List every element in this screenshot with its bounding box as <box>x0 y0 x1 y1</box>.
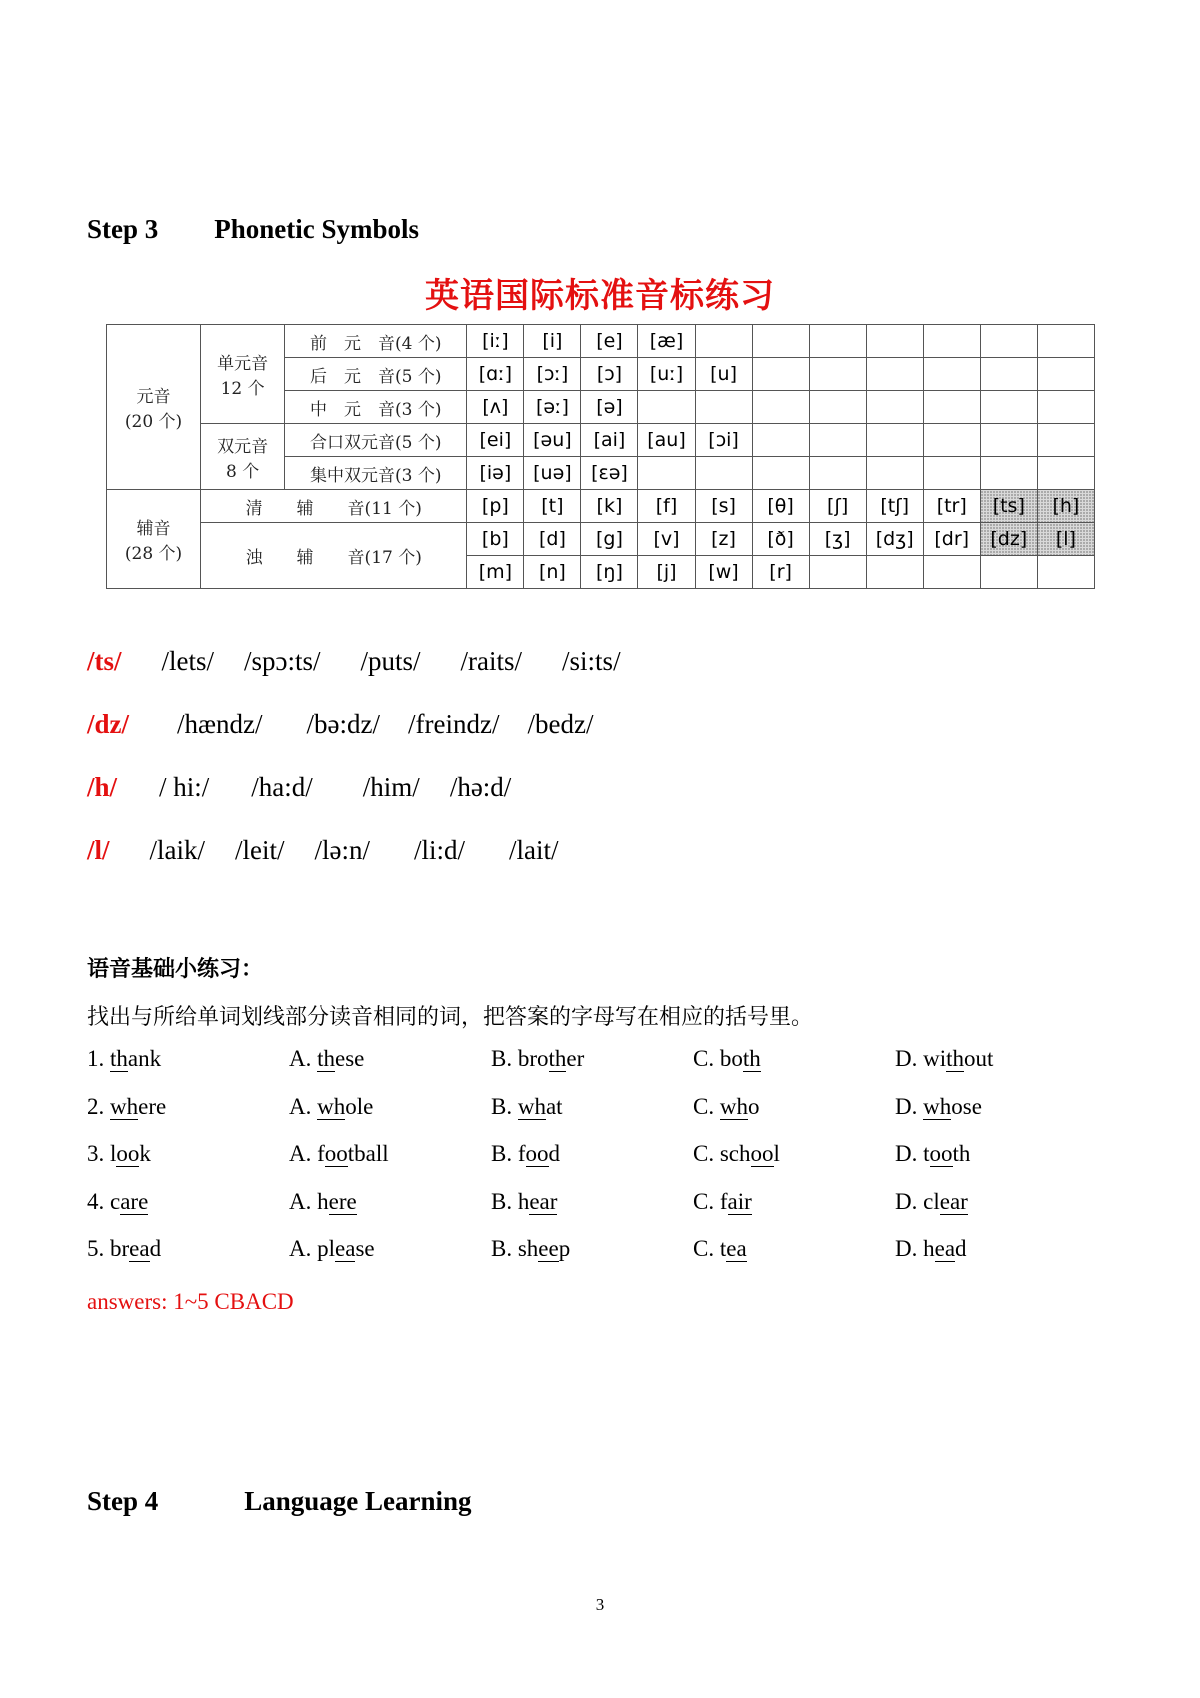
underlined-letters: are <box>120 1189 149 1214</box>
option-choice <box>491 1046 584 1072</box>
practice-word: /hə:d/ <box>449 772 512 802</box>
option-letter: D. <box>895 1236 918 1261</box>
phonetic-row <box>107 325 1095 358</box>
word-part: pl <box>317 1236 336 1261</box>
word-part: d <box>149 1236 162 1261</box>
symbol-cell: [h] <box>1037 490 1094 523</box>
word-part: ose <box>951 1094 982 1119</box>
step4-title: Language Learning <box>244 1486 472 1516</box>
page-number: 3 <box>595 1595 605 1614</box>
symbol-cell <box>809 358 866 391</box>
symbol-cell: [ai] <box>581 424 638 457</box>
symbol-cell: [æ] <box>638 325 695 358</box>
practice-word: /leit/ <box>235 835 285 865</box>
answers-line: answers: 1~5 CBACD <box>87 1289 294 1314</box>
symbol-cell <box>923 325 980 358</box>
symbol-cell: [ə] <box>581 391 638 424</box>
practice-sound-label: /l/ <box>87 835 110 865</box>
option-letter: B. <box>491 1189 513 1214</box>
vowel-count: (20 个) <box>124 412 183 432</box>
option-letter: D. <box>895 1094 918 1119</box>
symbol-cell <box>1037 457 1094 490</box>
word-part: l <box>773 1141 780 1166</box>
diph-count: 8 个 <box>226 461 260 482</box>
subcategory-cell: 集中双元音(3 个) <box>285 457 467 490</box>
practice-word: /ha:d/ <box>251 772 313 802</box>
symbol-cell <box>866 325 923 358</box>
symbol-cell <box>923 556 980 589</box>
symbol-cell: [ɔː] <box>524 358 581 391</box>
word-part: er <box>566 1046 585 1071</box>
word-part: t <box>719 1236 727 1261</box>
symbol-cell <box>809 556 866 589</box>
word-part: l <box>110 1141 117 1166</box>
symbol-cell <box>752 325 809 358</box>
symbol-cell: [k] <box>581 490 638 523</box>
underlined-letters: th <box>742 1046 761 1071</box>
word-part: d <box>548 1141 561 1166</box>
symbol-cell: [ʌ] <box>467 391 524 424</box>
underlined-letters: air <box>727 1189 752 1214</box>
symbol-cell: [n] <box>524 556 581 589</box>
symbol-cell: [dr] <box>923 523 980 556</box>
table-title: 英语国际标准音标练习 <box>425 276 775 316</box>
practice-word: /puts/ <box>360 646 421 676</box>
option-letter: D. <box>895 1141 918 1166</box>
word-part: f <box>317 1141 325 1166</box>
symbol-cell: [ei] <box>467 424 524 457</box>
option-choice <box>491 1141 560 1167</box>
word-part: d <box>955 1236 967 1261</box>
underlined-letters: ea <box>335 1236 356 1261</box>
practice-word: /laik/ <box>149 835 206 865</box>
symbol-cell <box>1037 391 1094 424</box>
option-choice <box>693 1094 759 1120</box>
practice-word: /bedz/ <box>527 709 594 739</box>
option-letter: A. <box>289 1094 312 1119</box>
question-word <box>87 1189 148 1215</box>
underlined-letters: ear <box>939 1189 968 1214</box>
word-part: at <box>545 1094 563 1119</box>
cons-category: 辅音 <box>136 519 171 539</box>
practice-line <box>87 709 593 740</box>
question-number: 2. <box>87 1094 105 1119</box>
practice-word: /him/ <box>362 772 420 802</box>
symbol-cell: [ŋ] <box>581 556 638 589</box>
underlined-letters: oo <box>116 1141 140 1166</box>
underlined-letters: ea <box>726 1236 747 1261</box>
symbol-cell: [g] <box>581 523 638 556</box>
option-letter: A. <box>289 1189 312 1214</box>
symbol-cell <box>695 391 752 424</box>
option-choice <box>491 1094 563 1120</box>
option-choice <box>491 1189 557 1215</box>
symbol-cell: [m] <box>467 556 524 589</box>
underlined-letters: th <box>548 1046 567 1071</box>
symbol-cell: [tr] <box>923 490 980 523</box>
step4-label: Step 4 <box>87 1486 159 1516</box>
underlined-letters: oo <box>525 1141 549 1166</box>
option-letter: C. <box>693 1094 715 1119</box>
option-choice <box>693 1141 780 1167</box>
symbol-cell: [u] <box>695 358 752 391</box>
symbol-cell: [əu] <box>524 424 581 457</box>
vowel-category: 元音 <box>136 387 171 407</box>
word-part: bro <box>517 1046 549 1071</box>
practice-word: / hi:/ <box>159 772 210 802</box>
practice-line <box>87 646 621 677</box>
underlined-letters: wh <box>110 1094 139 1119</box>
symbol-cell: [ʃ] <box>809 490 866 523</box>
practice-word: /hændz/ <box>177 709 263 739</box>
phonetic-row <box>107 523 1095 556</box>
symbol-cell: [əː] <box>524 391 581 424</box>
symbol-cell: [θ] <box>752 490 809 523</box>
symbol-cell <box>866 391 923 424</box>
symbol-cell: [dʒ] <box>866 523 923 556</box>
symbol-cell: [dz] <box>980 523 1037 556</box>
question-number: 3. <box>87 1141 105 1166</box>
practice-word: /bə:dz/ <box>306 709 380 739</box>
mono-group-cell <box>201 325 285 424</box>
symbol-cell <box>866 457 923 490</box>
symbol-cell: [t] <box>524 490 581 523</box>
symbol-cell: [uə] <box>524 457 581 490</box>
underlined-letters: ear <box>529 1189 558 1214</box>
cons-count: (28 个) <box>124 544 183 564</box>
symbol-cell: [f] <box>638 490 695 523</box>
vowel-group-cell <box>107 325 201 490</box>
subcategory-cell: 后 元 音(5 个) <box>285 358 467 391</box>
subcategory-cell: 清 辅 音(11 个) <box>201 490 467 523</box>
symbol-cell <box>866 358 923 391</box>
option-choice <box>491 1236 570 1262</box>
word-part: t <box>923 1141 930 1166</box>
practice-line <box>87 772 511 803</box>
symbol-cell <box>980 391 1037 424</box>
symbol-cell <box>1037 358 1094 391</box>
subcategory-cell: 中 元 音(3 个) <box>285 391 467 424</box>
word-part: sch <box>719 1141 751 1166</box>
option-choice <box>693 1189 752 1215</box>
option-letter: B. <box>491 1236 513 1261</box>
option-letter: A. <box>289 1236 312 1261</box>
symbol-cell: [v] <box>638 523 695 556</box>
practice-word: /lait/ <box>509 835 559 865</box>
option-letter: C. <box>693 1141 715 1166</box>
symbol-cell <box>980 457 1037 490</box>
symbol-cell <box>695 457 752 490</box>
symbol-cell: [w] <box>695 556 752 589</box>
option-letter: C. <box>693 1189 715 1214</box>
option-letter: D. <box>895 1046 918 1071</box>
symbol-cell <box>980 325 1037 358</box>
word-part: f <box>517 1141 526 1166</box>
subcategory-cell: 前 元 音(4 个) <box>285 325 467 358</box>
underlined-letters: ea <box>129 1236 150 1261</box>
symbol-cell: [b] <box>467 523 524 556</box>
underlined-letters: oo <box>929 1141 953 1166</box>
option-letter: B. <box>491 1046 513 1071</box>
symbol-cell <box>923 457 980 490</box>
symbol-cell <box>695 325 752 358</box>
practice-word: /spɔ:ts/ <box>244 646 321 676</box>
option-choice <box>289 1046 364 1072</box>
step3-title: Phonetic Symbols <box>214 214 420 244</box>
symbol-cell: [z] <box>695 523 752 556</box>
question-word <box>87 1141 151 1167</box>
symbol-cell: [ɛə] <box>581 457 638 490</box>
subcategory-cell: 浊 辅 音(17 个) <box>201 523 467 589</box>
symbol-cell: [uː] <box>638 358 695 391</box>
step3-label: Step 3 <box>87 214 159 244</box>
word-part: wi <box>923 1046 947 1071</box>
diph-category: 双元音 <box>217 436 269 457</box>
word-part: ese <box>335 1046 365 1071</box>
symbol-cell <box>866 556 923 589</box>
symbol-cell: [ɔi] <box>695 424 752 457</box>
word-part: sh <box>517 1236 539 1261</box>
underlined-letters: wh <box>317 1094 346 1119</box>
option-choice <box>289 1236 375 1262</box>
symbol-cell: [s] <box>695 490 752 523</box>
symbol-cell <box>980 358 1037 391</box>
symbol-cell <box>638 391 695 424</box>
practice-word: /raits/ <box>460 646 523 676</box>
symbol-cell <box>923 358 980 391</box>
symbol-cell: [i] <box>524 325 581 358</box>
question-number: 5. <box>87 1236 105 1261</box>
symbol-cell <box>752 391 809 424</box>
word-part: cl <box>923 1189 940 1214</box>
practice-word: /si:ts/ <box>562 646 621 676</box>
symbol-cell <box>1037 424 1094 457</box>
underlined-letters: wh <box>923 1094 952 1119</box>
mono-category: 单元音 <box>217 354 269 374</box>
underlined-letters: ere <box>328 1189 357 1214</box>
word-part: h <box>317 1189 329 1214</box>
symbol-cell <box>752 457 809 490</box>
option-choice <box>895 1189 968 1215</box>
cons-group-cell <box>107 490 201 589</box>
subcategory-cell: 合口双元音(5 个) <box>285 424 467 457</box>
symbol-cell: [r] <box>752 556 809 589</box>
symbol-cell <box>638 457 695 490</box>
practice-sound-label: /h/ <box>87 772 118 802</box>
option-letter: C. <box>693 1046 715 1071</box>
symbol-cell <box>809 391 866 424</box>
underlined-letters: oo <box>324 1141 348 1166</box>
practice-line <box>87 835 559 866</box>
symbol-cell: [ð] <box>752 523 809 556</box>
diph-group-cell <box>201 424 285 490</box>
word-part: th <box>952 1141 971 1166</box>
underlined-letters: th <box>946 1046 965 1071</box>
underlined-letters: ea <box>934 1236 956 1261</box>
word-part: c <box>110 1189 121 1214</box>
word-part: ank <box>127 1046 162 1071</box>
symbol-cell: [j] <box>638 556 695 589</box>
option-letter: A. <box>289 1141 312 1166</box>
word-part: ere <box>138 1094 167 1119</box>
underlined-letters: ee <box>538 1236 559 1261</box>
word-part: f <box>719 1189 728 1214</box>
symbol-cell: [au] <box>638 424 695 457</box>
option-letter: B. <box>491 1141 513 1166</box>
underlined-letters: wh <box>719 1094 748 1119</box>
option-choice <box>693 1046 761 1072</box>
option-choice <box>289 1141 389 1167</box>
word-part: out <box>964 1046 994 1071</box>
symbol-cell <box>980 556 1037 589</box>
phonetic-table <box>106 324 1095 589</box>
practice-word: /lets/ <box>161 646 215 676</box>
practice-word: /li:d/ <box>414 835 466 865</box>
symbol-cell: [iə] <box>467 457 524 490</box>
word-part: p <box>558 1236 571 1261</box>
word-part: ole <box>345 1094 374 1119</box>
symbol-cell: [p] <box>467 490 524 523</box>
symbol-cell <box>866 424 923 457</box>
underlined-letters: oo <box>750 1141 774 1166</box>
word-part: h <box>923 1236 935 1261</box>
exercise-heading: 语音基础小练习： <box>87 956 264 982</box>
question-word <box>87 1094 166 1120</box>
option-letter: B. <box>491 1094 513 1119</box>
symbol-cell <box>809 457 866 490</box>
symbol-cell: [l] <box>1037 523 1094 556</box>
option-letter: D. <box>895 1189 918 1214</box>
option-choice <box>895 1141 970 1167</box>
word-part: h <box>517 1189 530 1214</box>
word-part: br <box>110 1236 130 1261</box>
word-part: tball <box>347 1141 389 1166</box>
symbol-cell <box>1037 325 1094 358</box>
symbol-cell: [ʒ] <box>809 523 866 556</box>
symbol-cell <box>923 424 980 457</box>
underlined-letters: wh <box>517 1094 546 1119</box>
question-word <box>87 1046 161 1072</box>
practice-word: /lə:n/ <box>314 835 371 865</box>
step3-heading <box>87 214 419 245</box>
practice-sound-label: /dz/ <box>87 709 130 739</box>
question-number: 1. <box>87 1046 105 1071</box>
question-word <box>87 1236 161 1262</box>
mono-count: 12 个 <box>220 379 265 399</box>
symbol-cell <box>809 325 866 358</box>
option-choice <box>895 1236 967 1262</box>
underlined-letters: th <box>110 1046 128 1071</box>
underlined-letters: th <box>317 1046 336 1071</box>
symbol-cell: [ɑː] <box>467 358 524 391</box>
symbol-cell <box>923 391 980 424</box>
symbol-cell: [ɔ] <box>581 358 638 391</box>
symbol-cell <box>980 424 1037 457</box>
question-number: 4. <box>87 1189 105 1214</box>
symbol-cell: [iː] <box>467 325 524 358</box>
practice-sound-label: /ts/ <box>87 646 122 676</box>
symbol-cell: [tʃ] <box>866 490 923 523</box>
symbol-cell <box>809 424 866 457</box>
practice-word: /freindz/ <box>408 709 500 739</box>
option-letter: C. <box>693 1236 715 1261</box>
word-part: o <box>747 1094 760 1119</box>
word-part: bo <box>719 1046 743 1071</box>
symbol-cell: [e] <box>581 325 638 358</box>
option-choice <box>289 1189 357 1215</box>
phonetic-row <box>107 424 1095 457</box>
symbol-cell <box>1037 556 1094 589</box>
option-choice <box>289 1094 373 1120</box>
exercise-instruction: 找出与所给单词划线部分读音相同的词，把答案的字母写在相应的括号里。 <box>87 1005 814 1030</box>
symbol-cell <box>752 358 809 391</box>
symbol-cell: [d] <box>524 523 581 556</box>
option-choice <box>693 1236 747 1262</box>
phonetic-row <box>107 490 1095 523</box>
option-choice <box>895 1094 982 1120</box>
symbol-cell <box>752 424 809 457</box>
option-choice <box>895 1046 993 1072</box>
word-part: k <box>139 1141 151 1166</box>
word-part: se <box>355 1236 375 1261</box>
step4-heading <box>87 1486 472 1517</box>
option-letter: A. <box>289 1046 312 1071</box>
symbol-cell: [ts] <box>980 490 1037 523</box>
